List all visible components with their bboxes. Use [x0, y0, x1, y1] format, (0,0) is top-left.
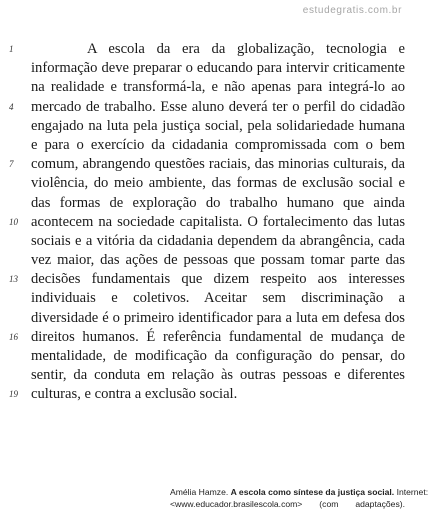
passage-line [0, 98, 410, 117]
passage-line [0, 117, 410, 136]
passage-line [0, 194, 410, 213]
line-text: mentalidade, de modificação da configuração do pensar, do [31, 348, 405, 364]
line-number: 7 [9, 159, 14, 170]
line-text: individuais e coletivos. Aceitar sem discriminação a [31, 290, 405, 307]
line-number: 10 [9, 216, 18, 227]
line-text: violência, do meio ambiente, das formas de exclusão social e [31, 175, 405, 192]
passage-line [0, 78, 410, 97]
line-number: 4 [9, 101, 14, 112]
line-text: A escola da era da globalização, tecnologia e [87, 41, 405, 57]
passage [0, 40, 410, 405]
citation-note: (com adaptações). [319, 499, 406, 509]
line-text: sentir, da conduta em relação às outras pessoas e diferentes [31, 367, 405, 384]
line-number: 1 [9, 44, 14, 54]
line-text: das formas de exploração do trabalho humano que ainda [31, 194, 405, 211]
passage-line [0, 309, 410, 328]
line-text: engajado na luta pela justiça social, pela solidariedade humana [31, 117, 405, 134]
passage-line [0, 366, 410, 385]
line-text: e para o exercício da cidadania compromissada com o bem [31, 136, 405, 153]
passage-line [0, 289, 410, 308]
line-text: vez maior, das ações de pessoas que possam tomar parte das [31, 252, 405, 269]
line-number: 19 [9, 389, 18, 400]
source-citation [170, 486, 428, 510]
line-text: culturas, e contra a exclusão social. [31, 386, 238, 403]
passage-line [0, 40, 410, 59]
passage-line [0, 59, 410, 78]
line-text: mercado de trabalho. Esse aluno deverá ter o perfil do cidadão [31, 98, 405, 115]
citation-line-2 [170, 498, 405, 510]
passage-line [0, 328, 410, 347]
passage-line [0, 136, 410, 155]
line-text: sociais e a vitória da cidadania dependem da abrangência, cada [31, 232, 405, 249]
citation-author: Amélia Hamze. [170, 487, 229, 497]
citation-label: Internet: [396, 487, 428, 497]
passage-line [0, 155, 410, 174]
line-text: direitos humanos. É referência fundamental de mudança de [31, 328, 405, 345]
line-text: decisões fundamentais que dizem respeito aos interesses [31, 271, 405, 288]
passage-line [0, 270, 410, 289]
line-text: na realidade e transformá-la, e não apenas para integrá-lo ao [31, 79, 405, 96]
line-text: diversidade é o primeiro identificador para a luta em defesa dos [31, 309, 405, 326]
citation-line-1 [170, 486, 428, 498]
passage-line [0, 251, 410, 270]
site-watermark: estudegratis.com.br [302, 5, 402, 16]
line-text: comum, abrangendo questões raciais, das minorias culturais, da [31, 156, 405, 173]
passage-line [0, 385, 410, 404]
line-number: 13 [9, 274, 18, 285]
passage-line [0, 347, 410, 366]
passage-line [0, 232, 410, 251]
passage-line [0, 174, 410, 193]
line-text: acontecem na sociedade capitalista. O fortalecimento das lutas [31, 213, 405, 230]
passage-line [0, 213, 410, 232]
line-number: 16 [9, 331, 18, 342]
citation-url: <www.educador.brasilescola.com> [170, 499, 303, 509]
citation-title: A escola como síntese da justiça social. [230, 487, 395, 497]
line-text: informação deve preparar o educando para intervir criticamente [31, 60, 405, 77]
